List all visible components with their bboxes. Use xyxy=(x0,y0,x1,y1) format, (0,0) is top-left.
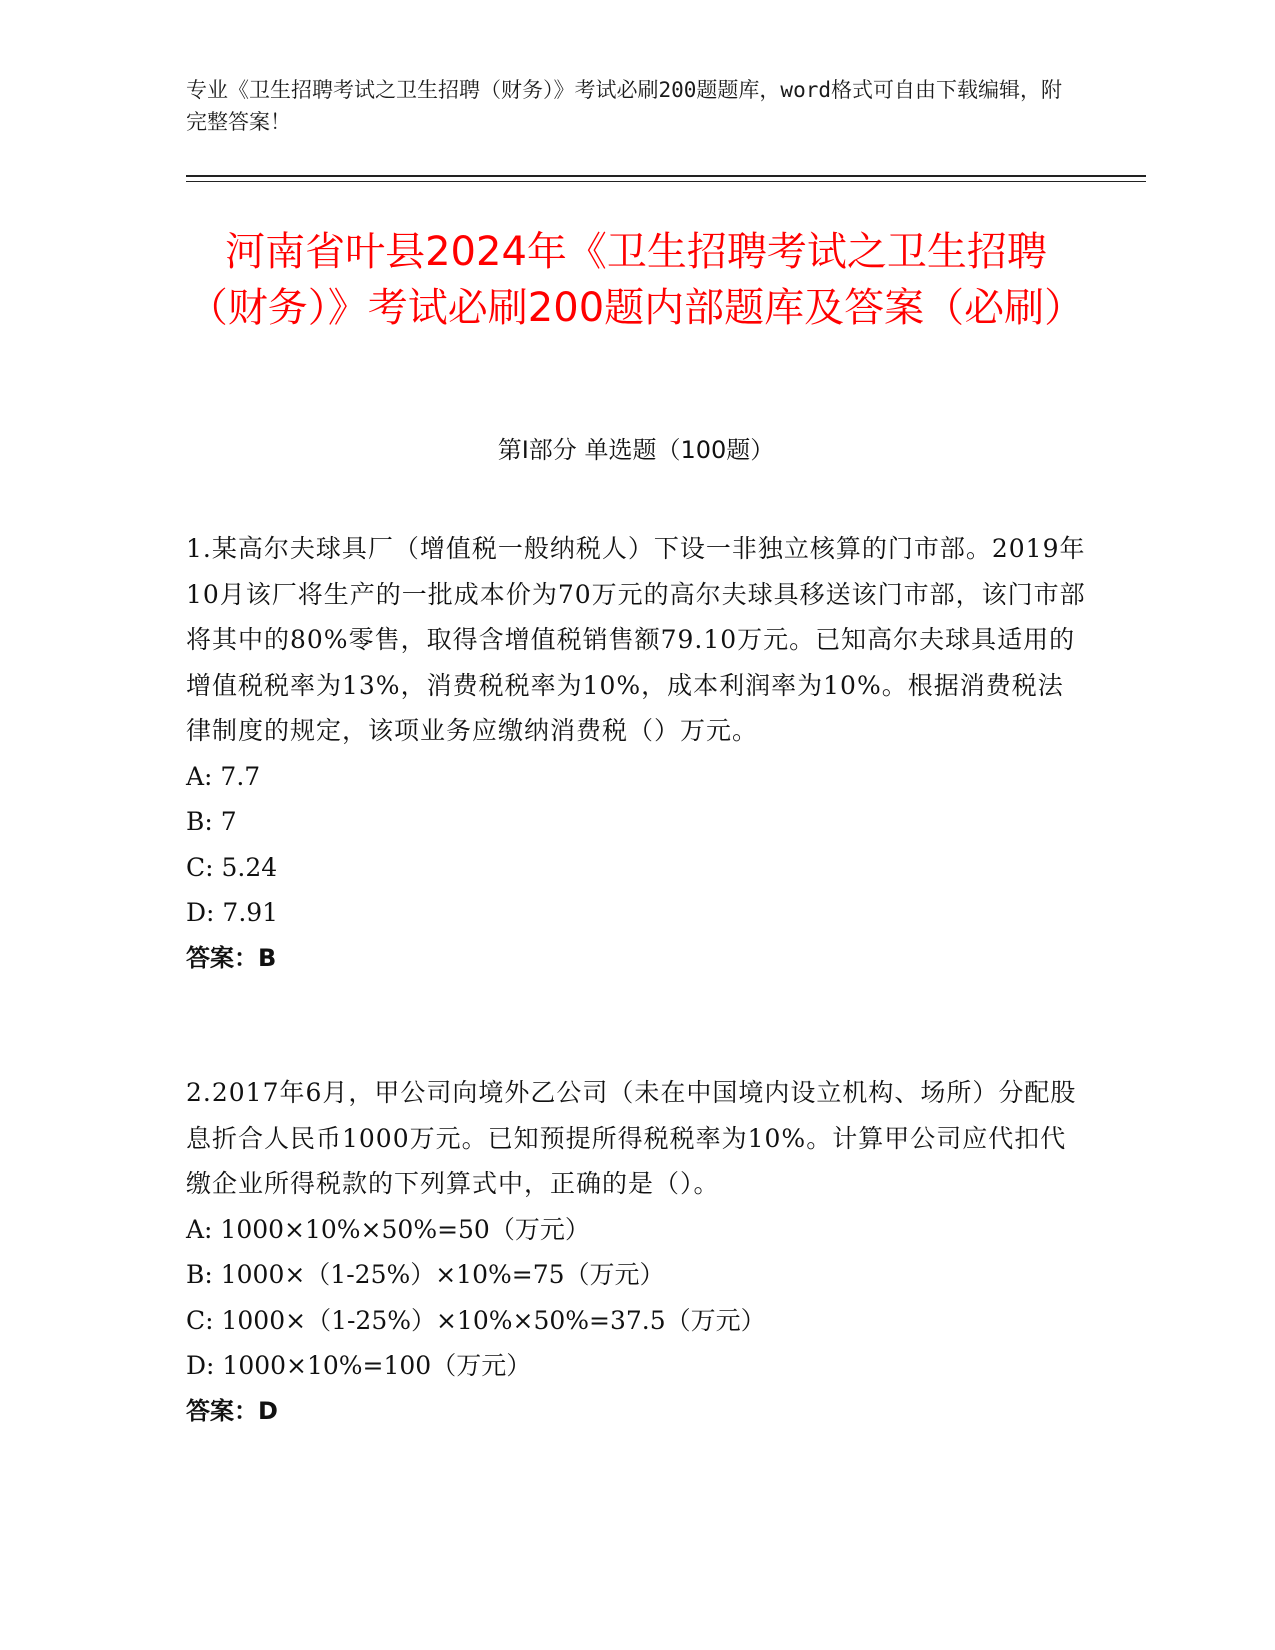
section-title: 第I部分 单选题（100题） xyxy=(497,436,775,464)
option-c: C: 5.24 xyxy=(186,852,278,882)
option-d: D: 7.91 xyxy=(186,898,279,927)
option-b: B: 1000×（1-25%）×10%=75（万元） xyxy=(186,1260,665,1289)
question-stem: 1.某高尔夫球具厂（增值税一般纳税人）下设一非独立核算的门市部。2019年10月该厂将生产的一批成本价为70万元的高尔夫球具移送该门市部，该门市部将其中的80%零售，取得含增值税销售额79.10万元。已知高尔夫球具适用的增值税税率为13%，消费税税率为10%，成本利润率为10%。根据消费税法律制度的规定，该项业务应缴纳消费税（）万元。 xyxy=(186,534,1086,745)
option-a: A: 1000×10%×50%=50（万元） xyxy=(186,1214,590,1244)
header-note: 专业《卫生招聘考试之卫生招聘（财务）》考试必刷200题题库，word格式可自由下载编辑，附完整答案！ xyxy=(186,78,1062,134)
document-title: 河南省叶县2024年《卫生招聘考试之卫生招聘（财务）》考试必刷200题内部题库及答案（必刷） xyxy=(187,229,1085,331)
header-divider-thick xyxy=(186,175,1146,177)
option-b: B: 7 xyxy=(186,807,237,836)
question-2 xyxy=(186,1070,1086,1434)
answer-text: 答案：B xyxy=(186,943,277,972)
question-stem: 2.2017年6月，甲公司向境外乙公司（未在中国境内设立机构、场所）分配股息折合人民币1000万元。已知预提所得税税率为10%。计算甲公司应代扣代缴企业所得税款的下列算式中，正确的是（）。 xyxy=(186,1078,1077,1198)
option-a: A: 7.7 xyxy=(186,761,261,791)
question-1 xyxy=(186,526,1086,981)
answer-text: 答案：D xyxy=(186,1396,278,1425)
option-c: C: 1000×（1-25%）×10%×50%=37.5（万元） xyxy=(186,1305,766,1335)
header-divider-thin xyxy=(186,181,1146,182)
option-d: D: 1000×10%=100（万元） xyxy=(186,1351,532,1380)
